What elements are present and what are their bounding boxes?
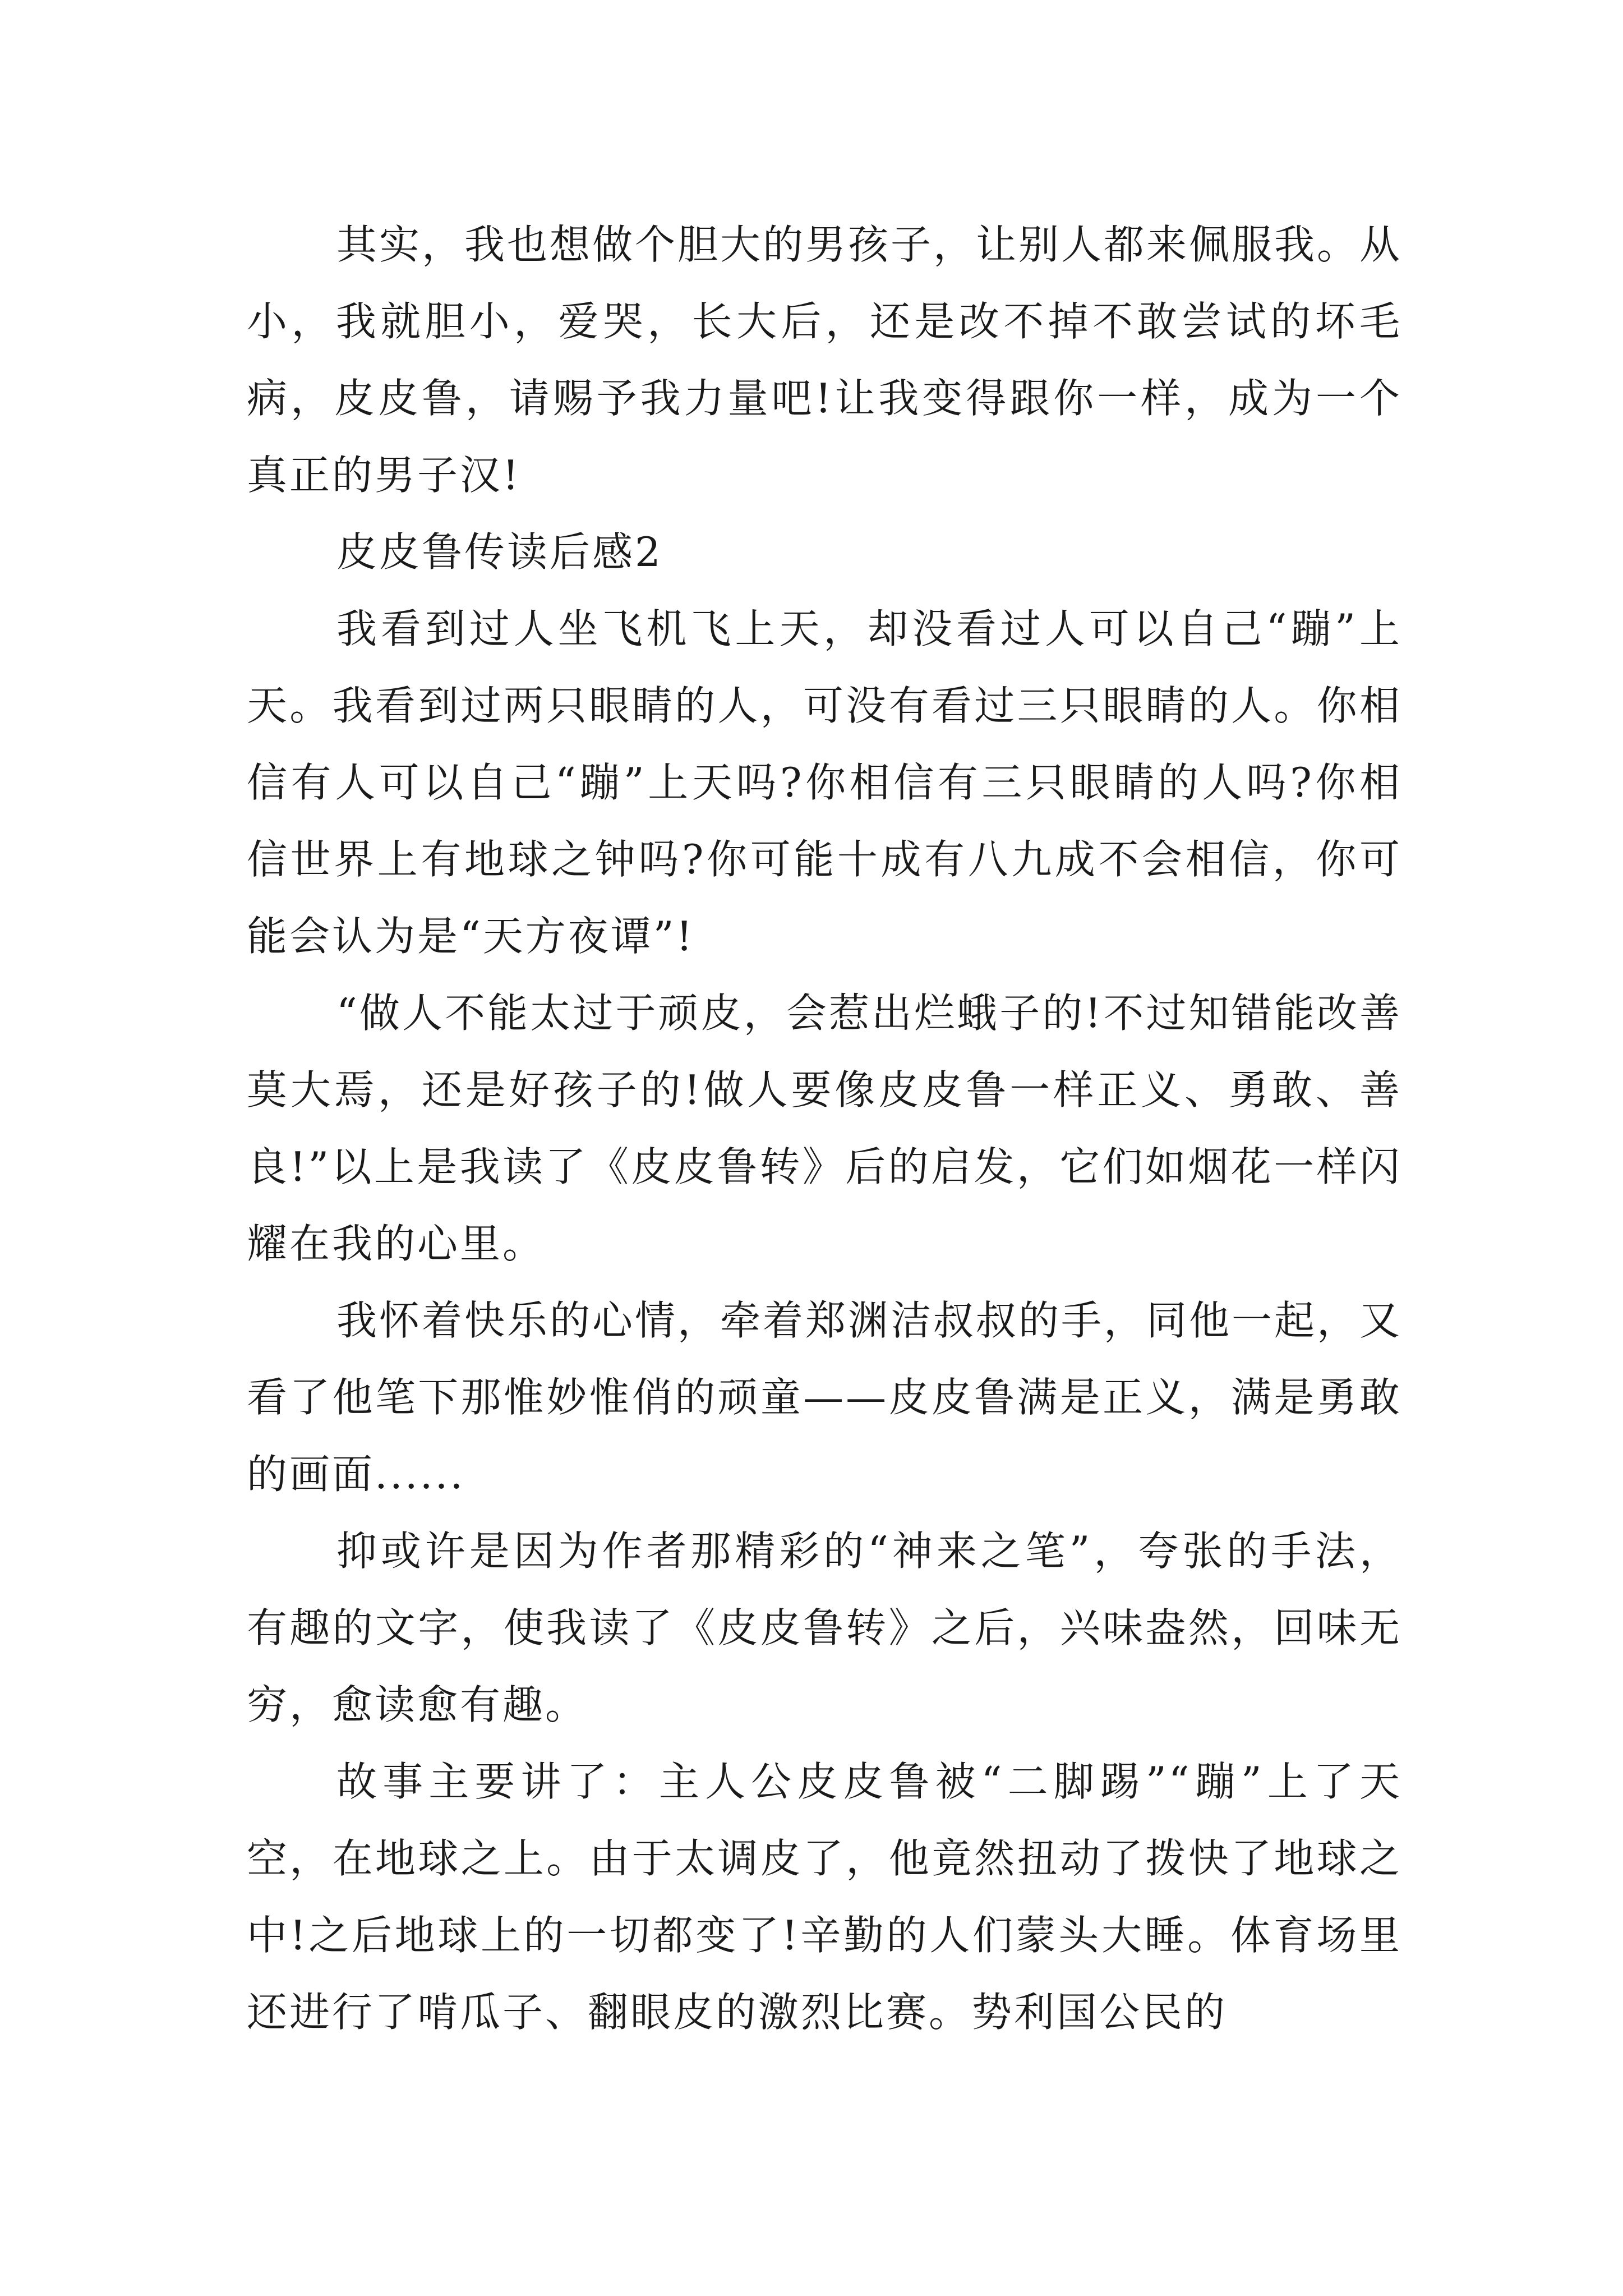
paragraph-happy-mood: 我怀着快乐的心情，牵着郑渊洁叔叔的手，同他一起，又看了他笔下那惟妙惟俏的顽童——皮皮鲁满是正义，满是勇敢的画面...... [247,1297,1403,1498]
paragraph-jump-to-sky: 我看到过人坐飞机飞上天，却没看过人可以自己“蹦”上天。我看到过两只眼睛的人，可没有看过三只眼睛的人。你相信有人可以自己“蹦”上天吗?你相信有三只眼睛的人吗?你相信世界上有地球之钟吗?你可能十成有八九成不会相信，你可能会认为是“天方夜谭”! [247,605,1402,960]
paragraph-author-style: 抑或许是因为作者那精彩的“神来之笔”，夸张的手法，有趣的文字，使我读了《皮皮鲁转》之后，兴味盎然，回味无穷，愈读愈有趣。 [247,1527,1402,1728]
paragraph-story-summary: 故事主要讲了：主人公皮皮鲁被“二脚踢”“蹦”上了天空，在地球之上。由于太调皮了，他竟然扭动了拨快了地球之中!之后地球上的一切都变了!辛勤的人们蒙头大睡。体育场里还进行了啃瓜子、翻眼皮的激烈比赛。势利国公民的 [247,1758,1402,2036]
paragraph-brave-boy-wish: 其实，我也想做个胆大的男孩子，让别人都来佩服我。从小，我就胆小，爱哭，长大后，还是改不掉不敢尝试的坏毛病，皮皮鲁，请赐予我力量吧!让我变得跟你一样，成为一个真正的男子汉! [247,221,1403,499]
paragraph-lessons: “做人不能太过于顽皮，会惹出烂蛾子的!不过知错能改善莫大焉，还是好孩子的!做人要像皮皮鲁一样正义、勇敢、善良!”以上是我读了《皮皮鲁转》后的启发，它们如烟花一样闪耀在我的心里。 [247,990,1402,1267]
document-body [247,206,1402,2051]
section-heading: 皮皮鲁传读后感2 [336,528,663,576]
